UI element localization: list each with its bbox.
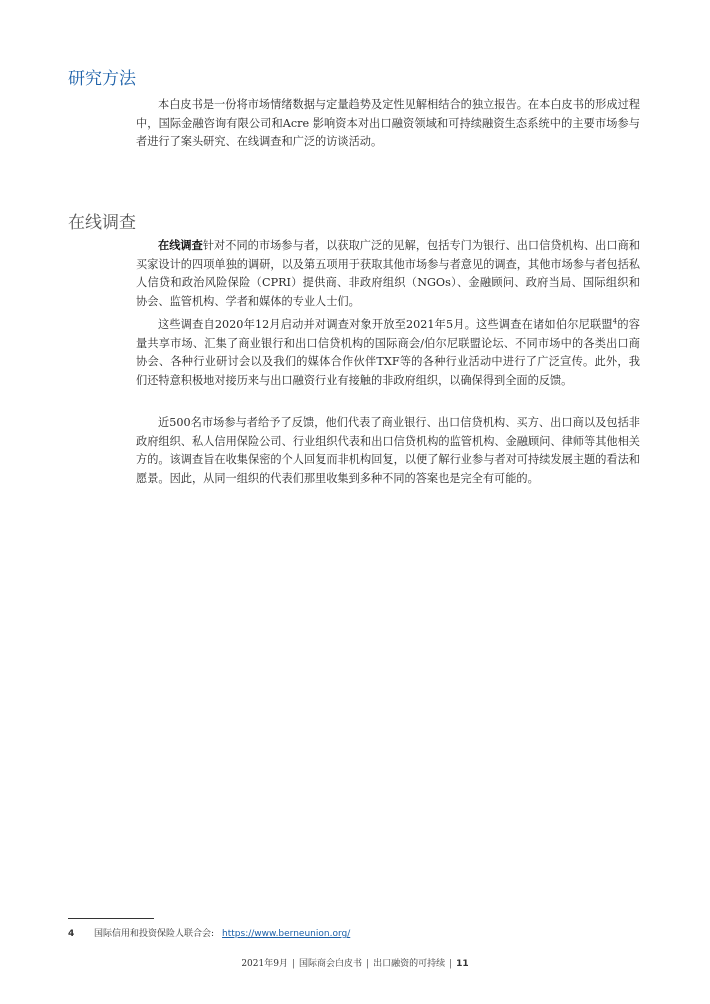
page-footer — [0, 956, 710, 969]
footnote-link[interactable]: https://www.berneunion.org/ — [222, 929, 351, 939]
footer-separator: | — [366, 959, 370, 969]
survey-paragraph-3: 近500名市场参与者给予了反馈，他们代表了商业银行、出口信贷机构、买方、出口商以及包括非政府组织、私人信用保险公司、行业组织代表和出口信贷机构的监管机构、金融顾问、律师等其他相关方的。该调查旨在收集保密的个人回复而非机构回复，以便了解行业参与者对可持续发展主题的看法和愿景。因此，从同一组织的代表们那里收集到多种不同的答案也是完全有可能的。 — [136, 416, 640, 485]
footer-series: 国际商会白皮书 — [299, 959, 363, 969]
footer-separator: | — [449, 959, 453, 969]
survey-paragraph-1-text: 针对不同的市场参与者，以获取广泛的见解，包括专门为银行、出口信贷机构、出口商和买家设计的四项单独的调研，以及第五项用于获取其他市场参与者意见的调查，其他市场参与者包括私人信贷和政治风险保险（CPRI）提供商、非政府组织（NGOs）、金融顾问、政府当局、国际组织和协会、监管机构、学者和媒体的专业人士们。 — [136, 239, 640, 308]
subsection-title: 在线调查 — [68, 213, 136, 233]
survey-paragraph-1 — [136, 236, 640, 311]
survey-paragraph-2 — [136, 316, 640, 390]
footnote-text: 国际信用和投资保险人联合会: — [94, 929, 215, 939]
footer-separator: | — [291, 959, 296, 969]
survey-paragraph-2-text-a: 这些调查自2020年12月启动并对调查对象开放至2021年5月。这些调查在诸如伯尔尼联盟 — [158, 318, 613, 331]
survey-lead-term: 在线调查 — [158, 238, 203, 252]
footnote-number: 4 — [68, 929, 75, 939]
footer-date: 2021年9月 — [241, 959, 288, 969]
footnote-divider — [68, 918, 154, 919]
page-number: 11 — [456, 959, 469, 969]
footnote-ref[interactable]: 4 — [612, 317, 618, 326]
survey-paragraph-2-text-b: 的容量共享市场、汇集了商业银行和出口信贷机构的国际商会/伯尔尼联盟论坛、不同市场中的各类出口商协会、各种行业研讨会以及我们的媒体合作伙伴TXF等的各种行业活动中进行了广泛宣传。此外，我们还特意积极地对接历来与出口融资行业有接触的非政府组织，以确保得到全面的反馈。 — [136, 318, 640, 387]
footnote — [68, 926, 350, 939]
footer-title: 出口融资的可持续 — [373, 959, 446, 969]
page-title: 研究方法 — [68, 69, 136, 89]
intro-paragraph: 本白皮书是一份将市场情绪数据与定量趋势及定性见解相结合的独立报告。在本白皮书的形成过程中，国际金融咨询有限公司和Acre 影响资本对出口融资领域和可持续融资生态系统中的主要市场参与者进行了案头研究、在线调查和广泛的访谈活动。 — [136, 98, 640, 149]
